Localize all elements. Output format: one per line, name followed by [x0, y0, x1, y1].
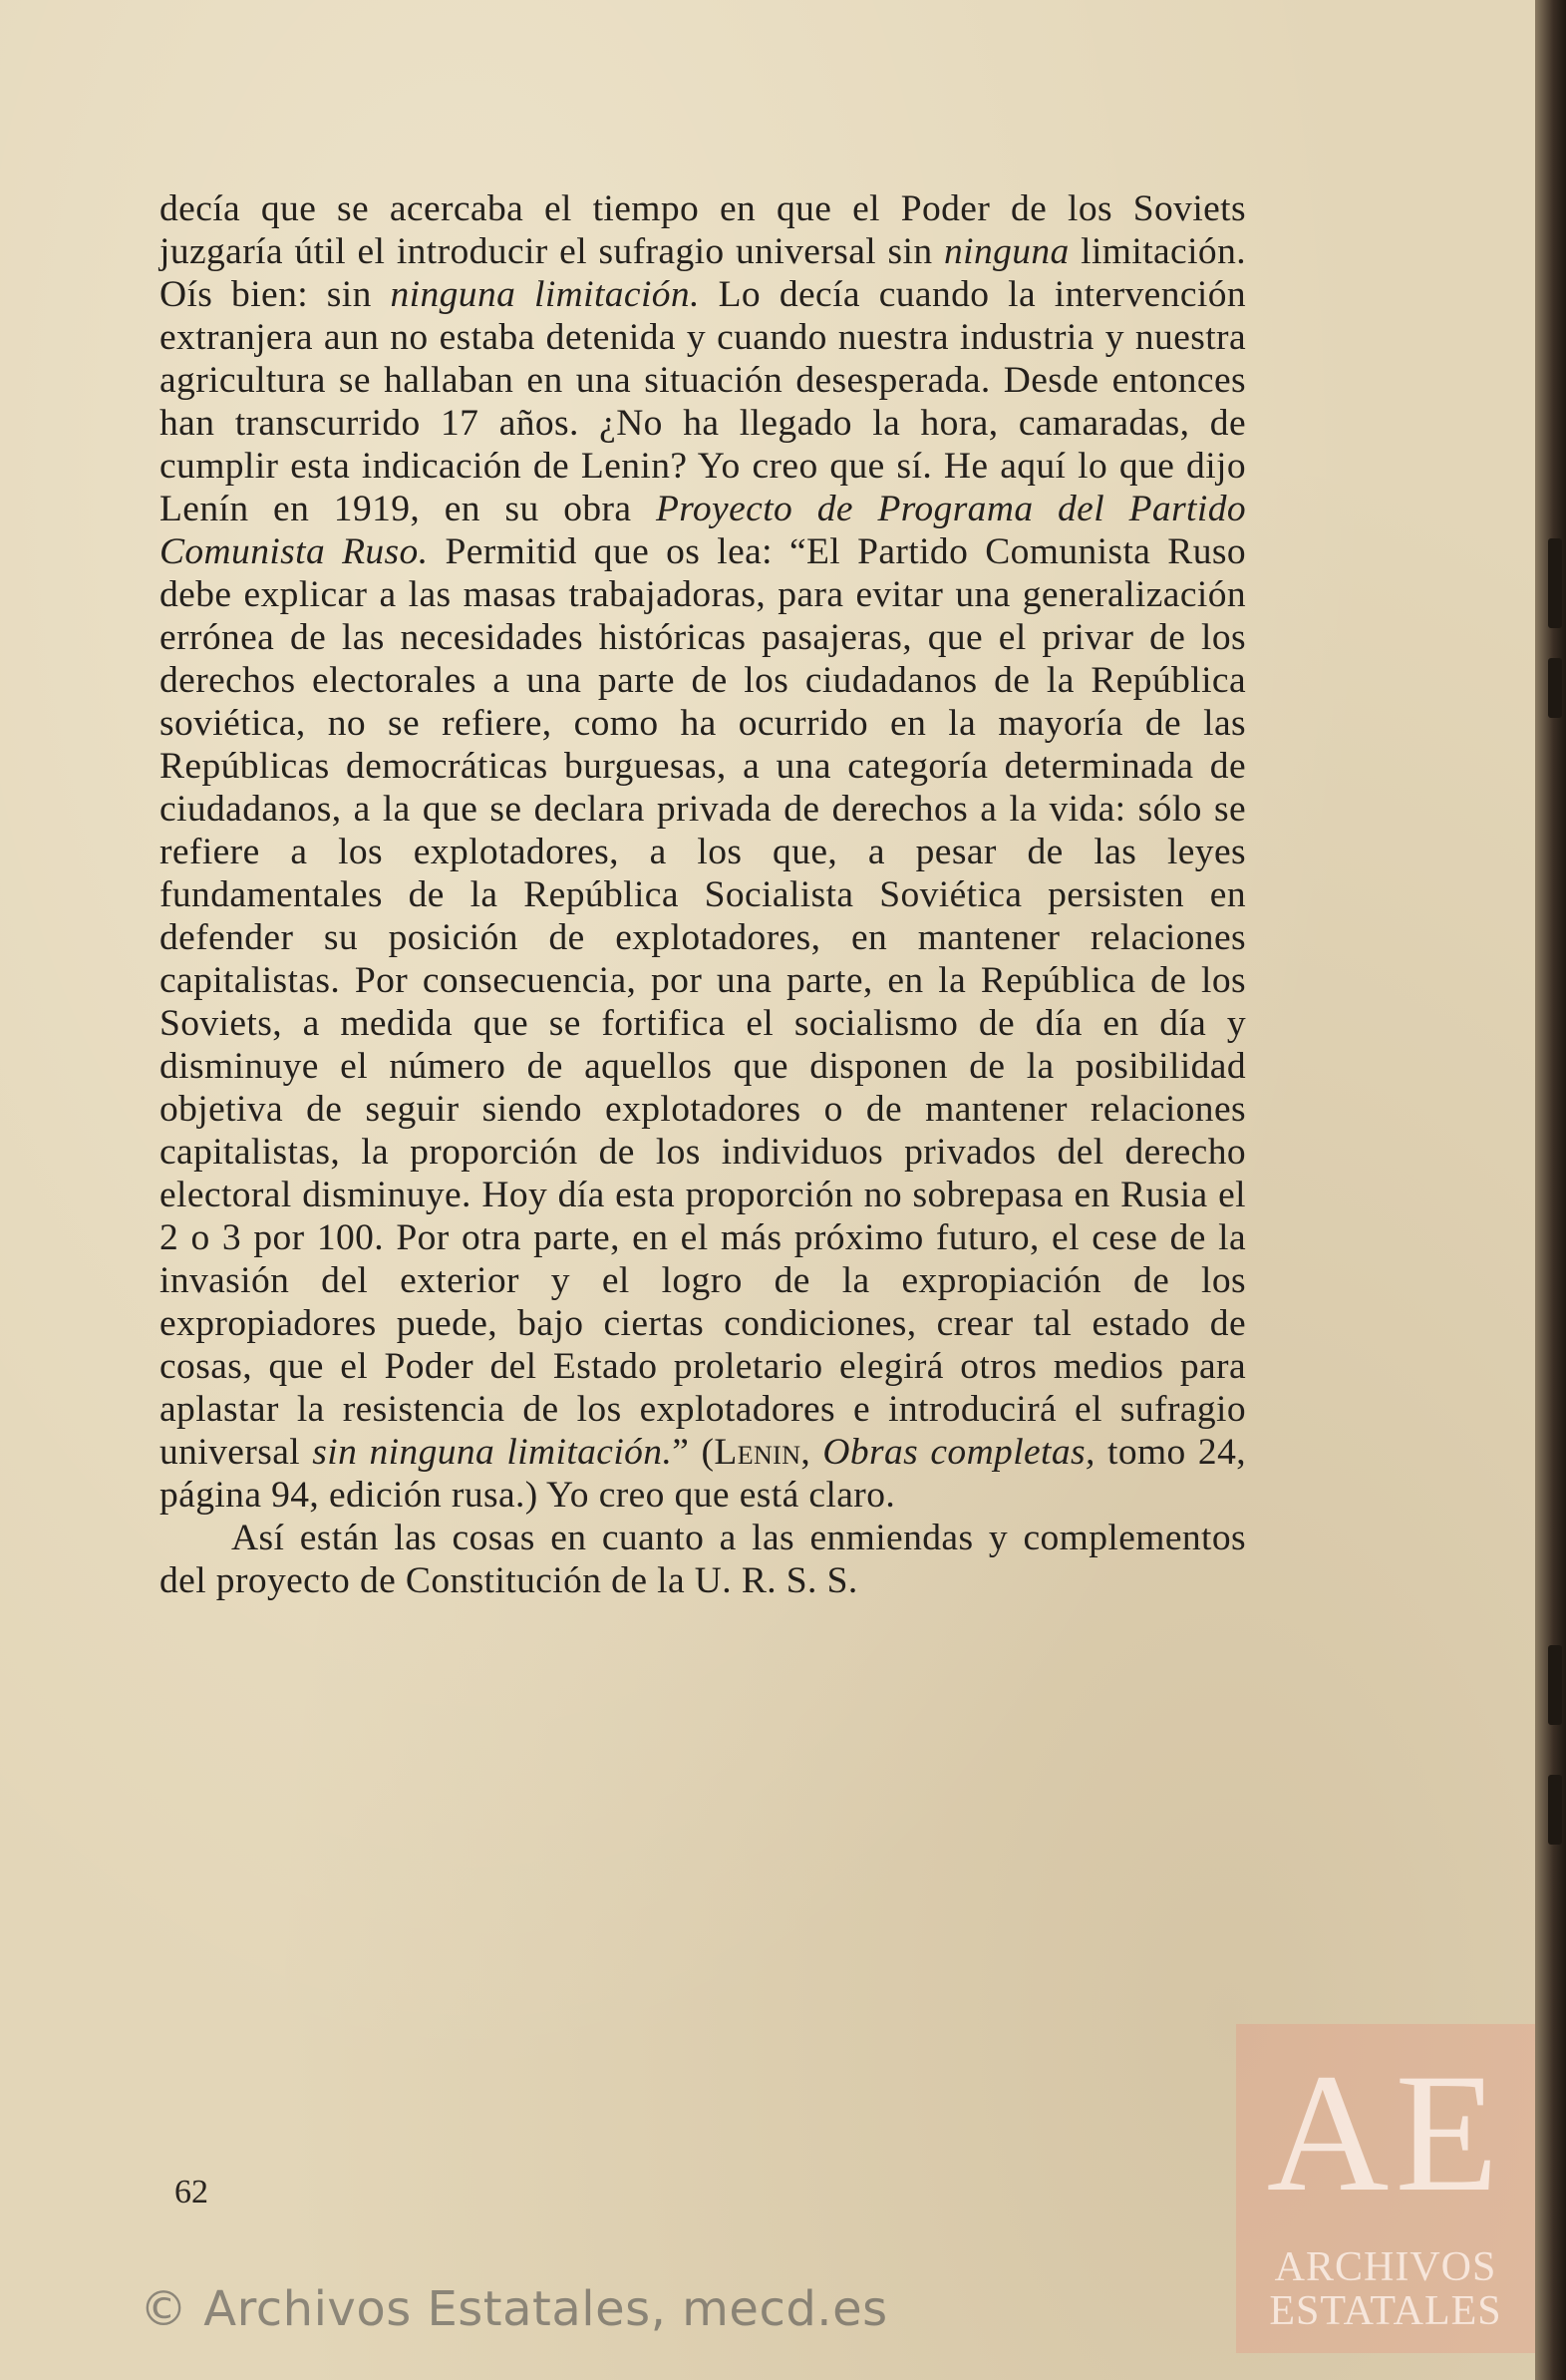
logo-name-line2: ESTATALES — [1269, 2288, 1502, 2334]
page-number: 62 — [174, 2174, 208, 2210]
binding-hole — [1548, 538, 1562, 628]
text-run: limitación. Oís bien: sin — [159, 231, 1246, 315]
text-run: tomo 24, página 94, edición rusa.) Yo creo que está claro. — [159, 1432, 1246, 1516]
logo-name — [1236, 2245, 1535, 2333]
text-run: Lo decía cuando la intervención extranjera aun no estaba detenida y cuando nuestra industria y nuestra agricultura se hallaban en una situación desesperada. Desde entonces han transcurrido 17 años. ¿No ha llegado la hora, camaradas, de cumplir esta indicación de Lenin? Yo creo que sí. He aquí lo que dijo Lenín en 1919, en su obra — [159, 274, 1247, 529]
book-title-italic: Obras completas, — [822, 1432, 1096, 1473]
author-smallcaps: Lenin, — [714, 1432, 811, 1473]
paragraph-2: Así están las cosas en cuanto a las enmiendas y complementos del proyecto de Constitución de la U. R. S. S. — [159, 1518, 1246, 1601]
copyright-watermark: © Archivos Estatales, mecd.es — [140, 2281, 888, 2337]
quotation-run: Permitid que os lea: “El Partido Comunista Ruso debe explicar a las masas trabajadoras, para evitar una generalización errónea de las necesidades históricas pasajeras, que el privar de los derechos electorales a una parte de los ciudadanos de la República soviética, no se refiere, como ha ocurrido en la mayoría de las Repúblicas democráticas burguesas, a una categoría determinada de ciudadanos, a la que se declara privada de derechos a la vida: sólo se refiere a los explotadores, a los que, a pesar de las leyes fundamentales de la República Socialista Soviética persisten en defender su posición de explotadores, en mantener relaciones capitalistas. Por consecuencia, por una parte, en la República de los Soviets, a medida que se fortifica el socialismo de día en día y disminuye el número de aquellos que disponen de la posibilidad objetiva de seguir siendo explotadores o de mantener relaciones capitalistas, la proporción de los individuos privados del derecho electoral disminuye. Hoy día esta proporción no sobrepasa en Rusia el 2 o 3 por 100. Por otra parte, en el más próximo futuro, el cese de la invasión del exterior y el logro de la expropiación de los expropiadores puede, bajo ciertas condiciones, crear tal estado de cosas, que el Poder del Estado proletario elegirá otros medios para aplastar la resistencia de los explotadores e introducirá el sufragio universal — [159, 531, 1246, 1473]
archivos-estatales-logo — [1236, 2024, 1535, 2353]
binding-hole — [1548, 1645, 1562, 1725]
body-text — [159, 187, 1246, 1602]
binding-hole — [1548, 1775, 1562, 1845]
italic-run: sin ninguna limitación. — [312, 1432, 673, 1473]
binding-hole — [1548, 658, 1562, 718]
text-run: decía que se acercaba el tiempo en que el Poder de los Soviets juzgaría útil el introducir el sufragio universal sin — [159, 188, 1246, 272]
text-run: ” ( — [672, 1432, 715, 1473]
logo-name-line1: ARCHIVOS — [1274, 2244, 1497, 2290]
paragraph-1 — [159, 187, 1246, 1517]
page-edge-shadow — [1535, 0, 1566, 2380]
book-title-italic: Proyecto de Programa del Partido Comunista Ruso. — [159, 489, 1246, 572]
italic-run: ninguna limitación. — [390, 274, 700, 315]
italic-run: ninguna — [943, 231, 1070, 272]
logo-letters: AE — [1266, 2039, 1505, 2226]
